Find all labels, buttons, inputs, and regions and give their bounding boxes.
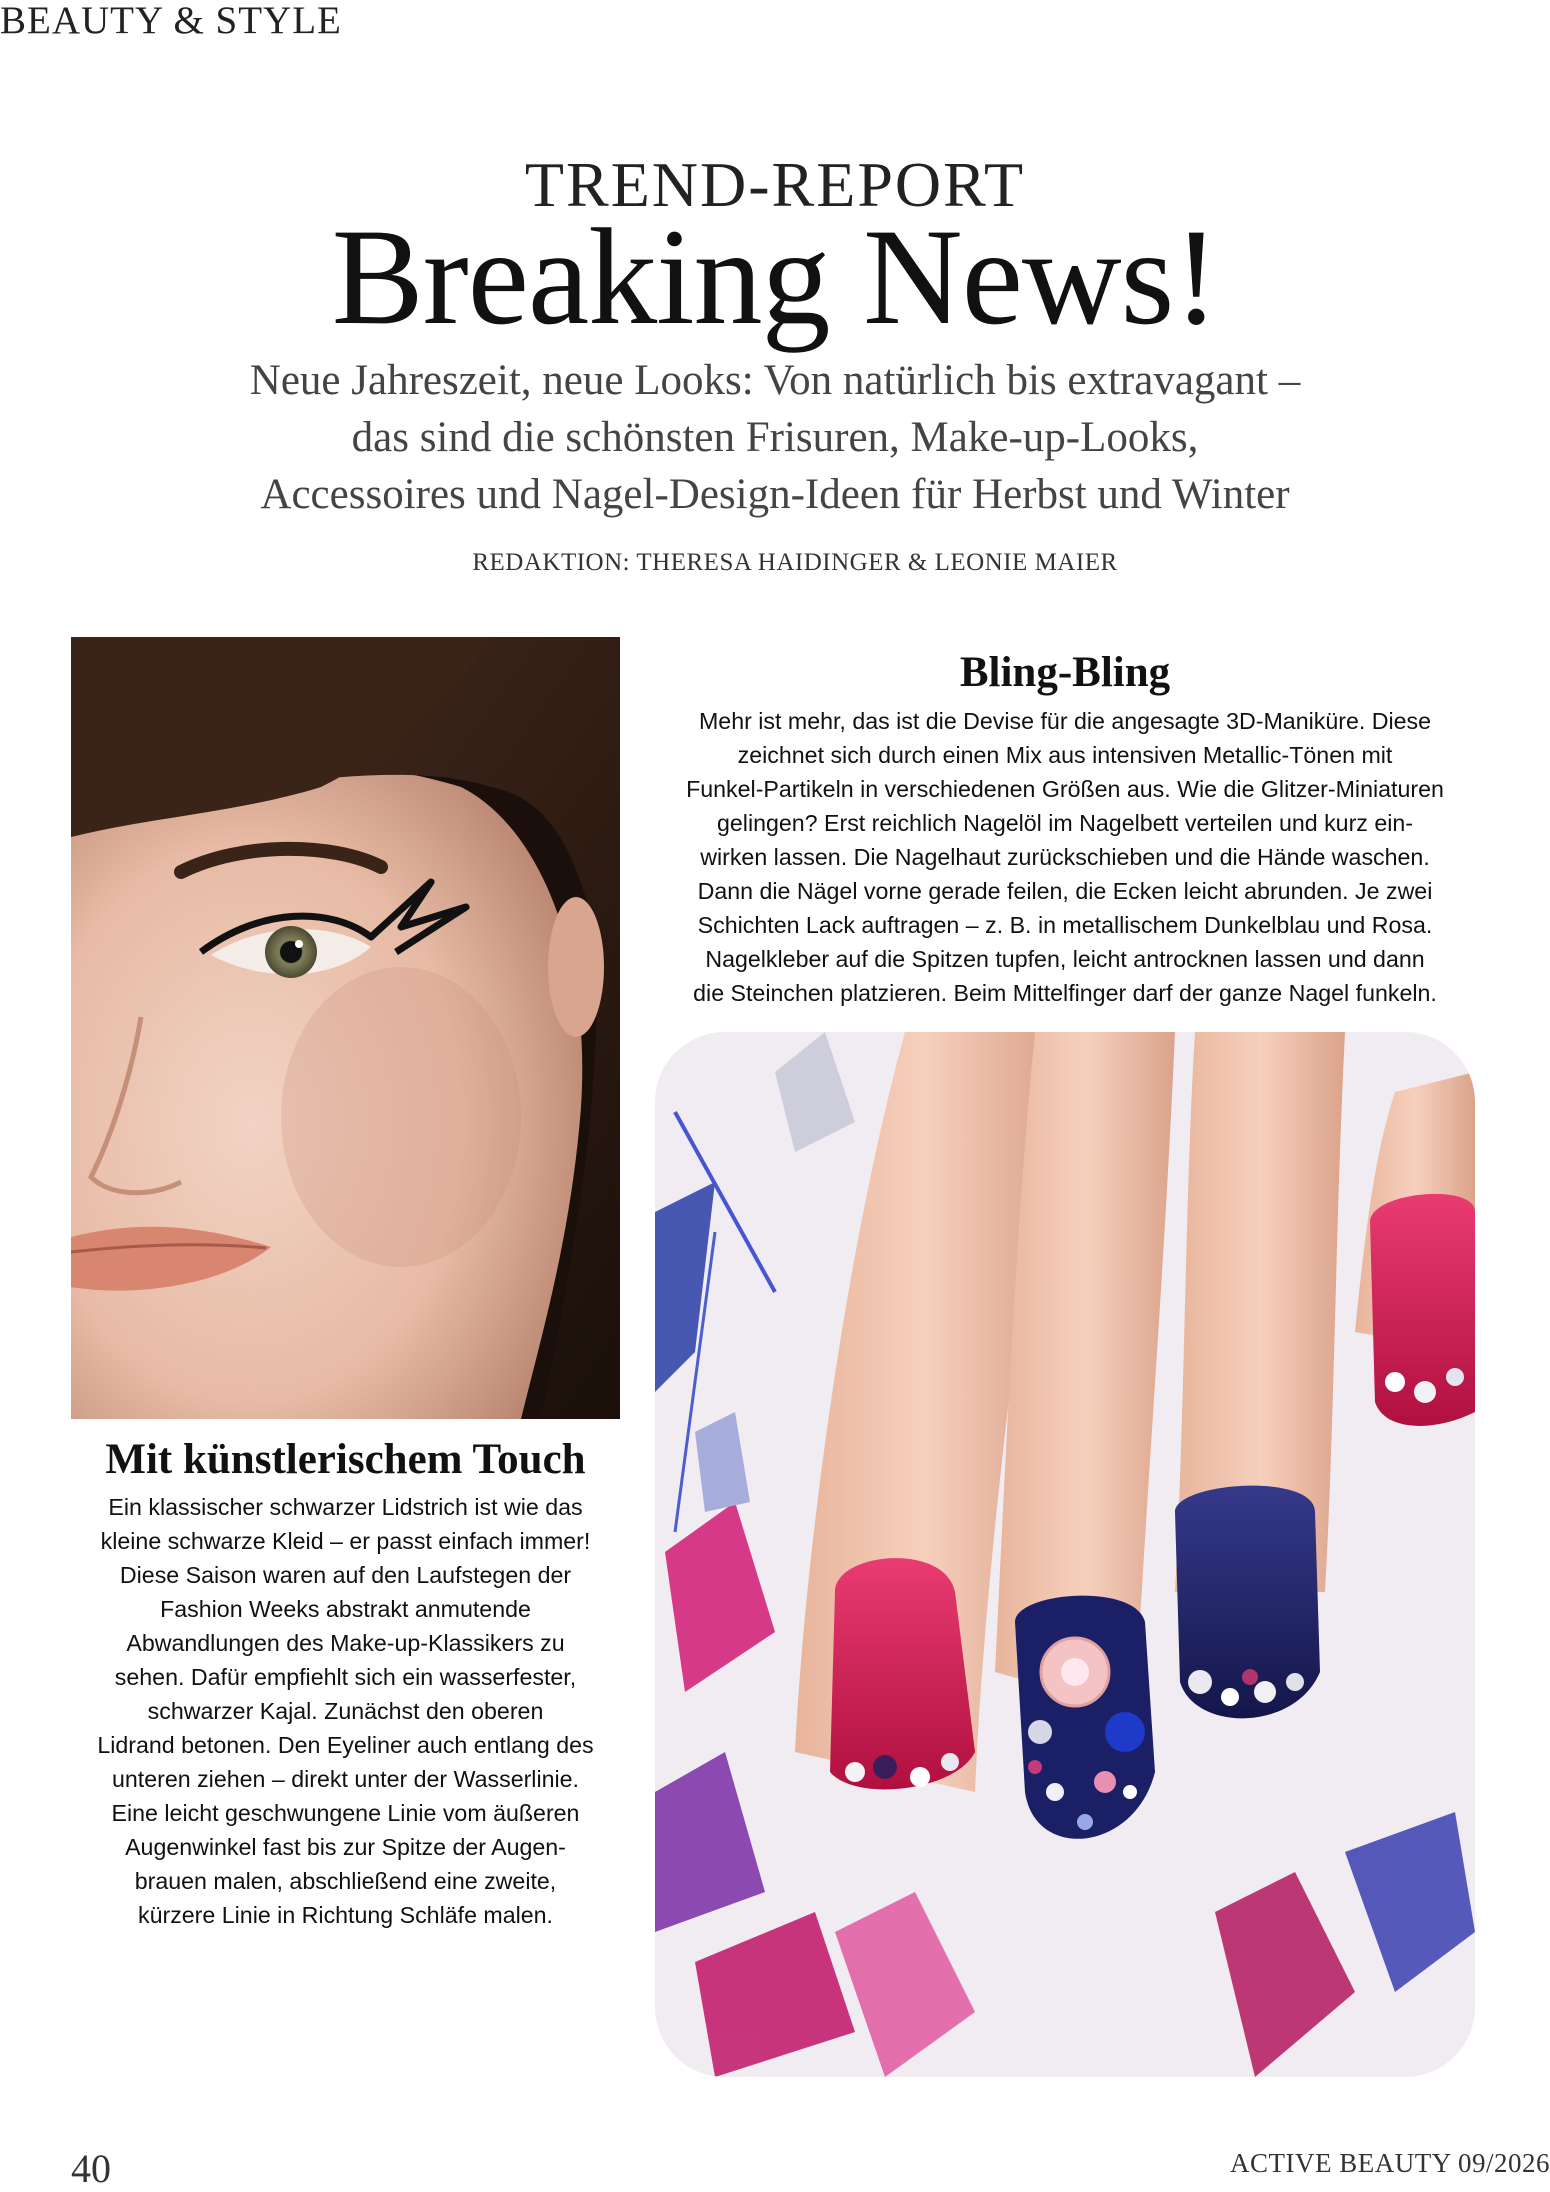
body-line: Schichten Lack auftragen – z. B. in metallischem Dunkelblau und Rosa. [697, 912, 1433, 938]
intro-line: Accessoires und Nagel-Design-Ideen für Herbst und Winter [260, 471, 1290, 518]
page-number: 40 [71, 2146, 111, 2191]
issue-label: ACTIVE BEAUTY 09/2026 [1230, 2148, 1550, 2178]
body-line: Abwandlungen des Make-up-Klassikers zu [126, 1630, 565, 1656]
right-section-title: Bling-Bling [959, 649, 1171, 696]
body-line: die Steinchen platzieren. Beim Mittelfinger darf der ganze Nagel funkeln. [693, 980, 1437, 1006]
body-line: sehen. Dafür empfiehlt sich ein wasserfester, [114, 1664, 577, 1690]
article-intro [140, 352, 1410, 523]
body-line: Nagelkleber auf die Spitzen tupfen, leicht antrocknen lassen und dann [705, 946, 1425, 972]
left-section-title: Mit künstlerischem Touch [105, 1436, 586, 1483]
body-line: wirken lassen. Die Nagelhaut zurückschieben und die Hände waschen. [700, 844, 1430, 870]
body-line: kürzere Linie in Richtung Schläfe malen. [137, 1902, 554, 1928]
body-line: Lidrand betonen. Den Eyeliner auch entlang des [97, 1732, 594, 1758]
body-line: Diese Saison waren auf den Laufstegen der [119, 1562, 572, 1588]
body-line: Eine leicht geschwungene Linie vom äußeren [111, 1800, 580, 1826]
body-line: zeichnet sich durch einen Mix aus intensiven Metallic-Tönen mit [737, 742, 1393, 768]
body-line: Funkel-Partikeln in verschiedenen Größen aus. Wie die Glitzer-Miniaturen [686, 776, 1444, 802]
portrait-photo [71, 637, 620, 1419]
article-kicker: TREND-REPORT [524, 149, 1026, 220]
body-line: brauen malen, abschließend eine zweite, [134, 1868, 557, 1894]
portrait-illustration [71, 637, 620, 1419]
intro-line: Neue Jahreszeit, neue Looks: Von natürlich bis extravagant – [249, 357, 1301, 404]
body-line: unteren ziehen – direkt unter der Wasserlinie. [112, 1766, 579, 1792]
body-line: Fashion Weeks abstrakt anmutende [160, 1596, 531, 1622]
body-line: gelingen? Erst reichlich Nagelöl im Nagelbett verteilen und kurz ein- [717, 810, 1413, 836]
body-line: Ein klassischer schwarzer Lidstrich ist wie das [108, 1494, 583, 1520]
body-line: Dann die Nägel vorne gerade feilen, die Ecken leicht abrunden. Je zwei [697, 878, 1433, 904]
section-label: BEAUTY & STYLE [0, 0, 342, 42]
body-line: Mehr ist mehr, das ist die Devise für die angesagte 3D-Maniküre. Diese [698, 708, 1432, 734]
nails-illustration [655, 1032, 1475, 2077]
left-section-body [71, 1490, 620, 1932]
body-line: kleine schwarze Kleid – er passt einfach immer! [100, 1528, 591, 1554]
intro-line: das sind die schönsten Frisuren, Make-up-Looks, [351, 414, 1199, 461]
body-line: Augenwinkel fast bis zur Spitze der Augen- [125, 1834, 566, 1860]
nails-photo [655, 1032, 1475, 2077]
article-credit: REDAKTION: THERESA HAIDINGER & LEONIE MAIER [472, 549, 1118, 576]
right-section-body [655, 704, 1475, 1010]
body-line: schwarzer Kajal. Zunächst den oberen [147, 1698, 544, 1724]
article-headline: Breaking News! [331, 200, 1219, 353]
